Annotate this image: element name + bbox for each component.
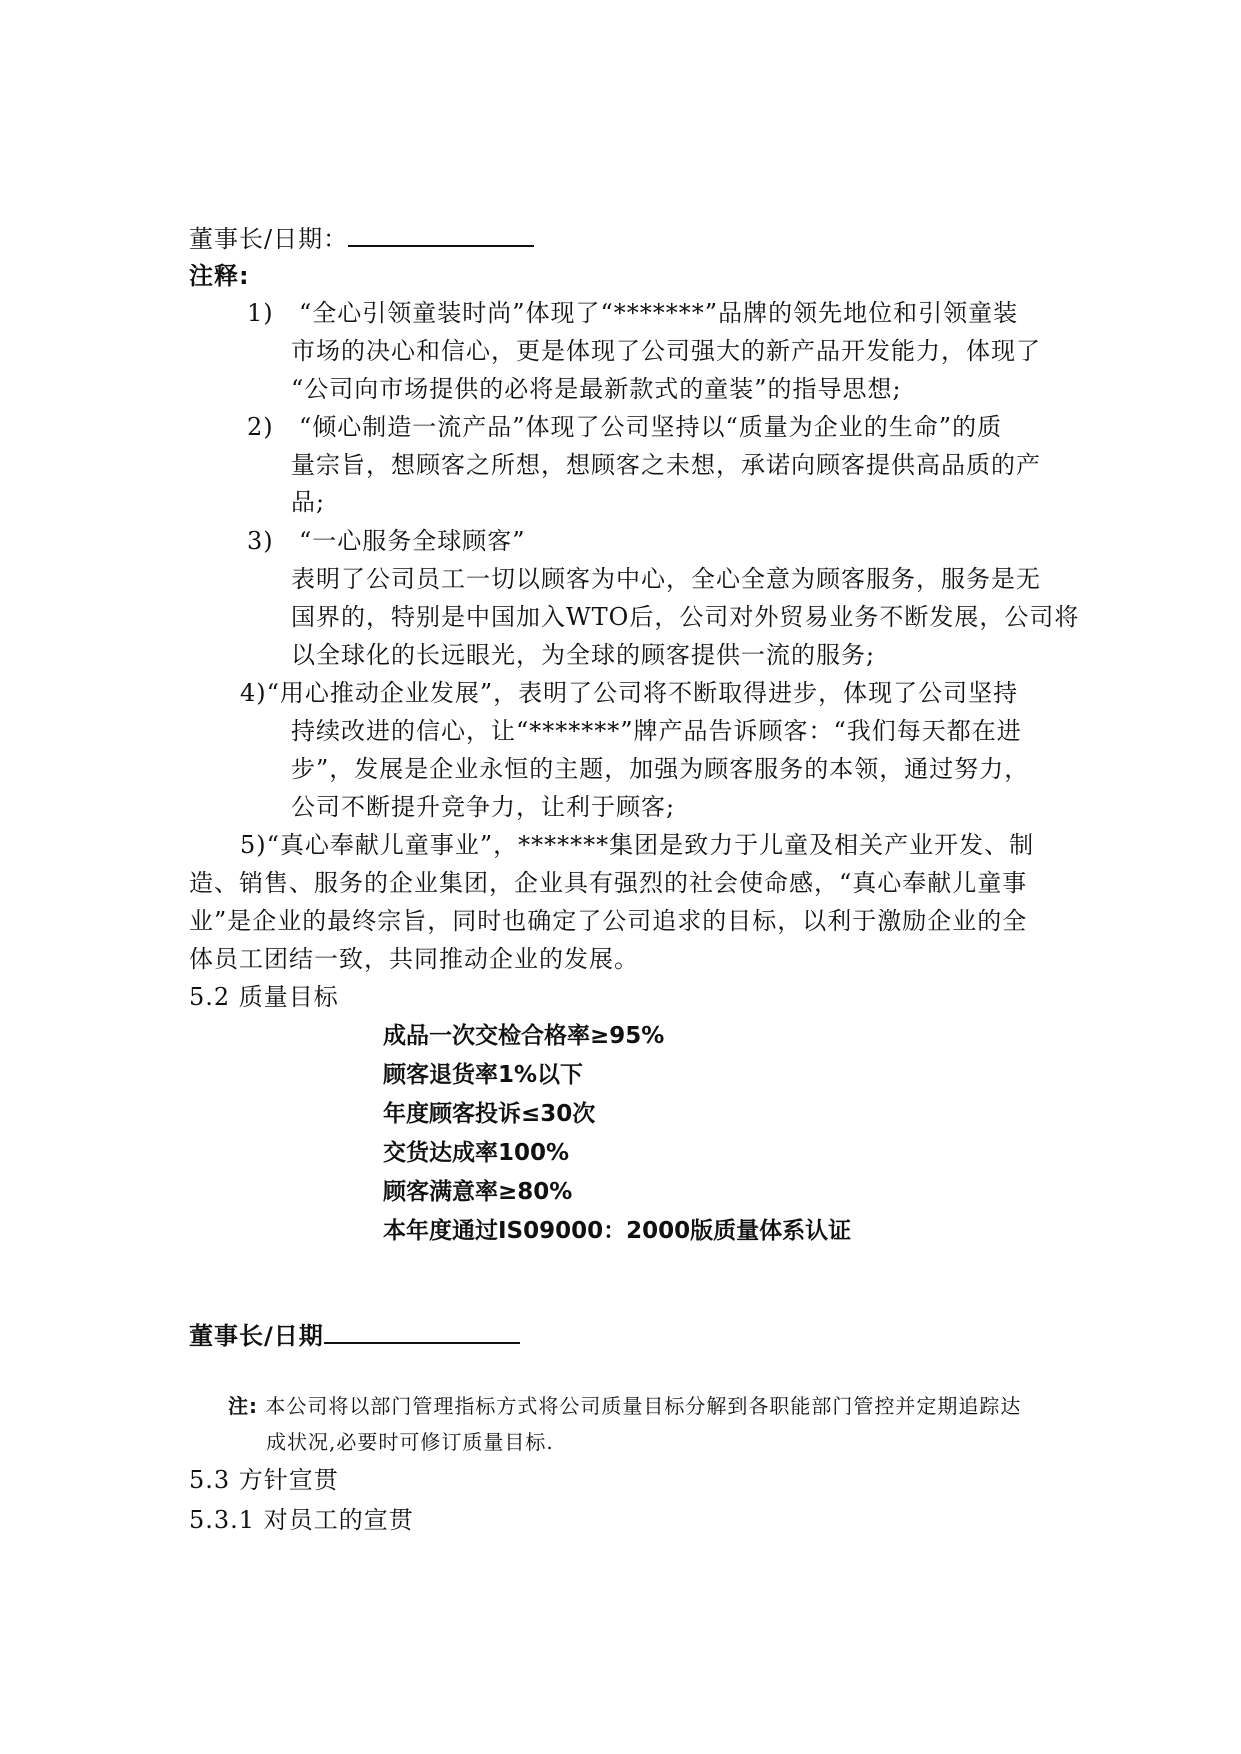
note-1-line-1: “全心引领童装时尚”体现了“*******”品牌的领先地位和引领童装 (299, 299, 1019, 327)
note-5-line-1: 5)“真心奉献儿童事业”，*******集团是致力于儿童及相关产业开发、制 (240, 831, 1035, 859)
note-5-line-2: 造、销售、服务的企业集团，企业具有强烈的社会使命感，“真心奉献儿童事 (189, 869, 1028, 897)
footnote-line-2: 成状况,必要时可修订质量目标. (266, 1430, 554, 1454)
signature-bottom (189, 1318, 520, 1354)
signature-bottom-blank (324, 1318, 520, 1344)
note-4-line-3: 步”，发展是企业永恒的主题，加强为顾客服务的本领，通过努力， (291, 755, 1030, 783)
note-2-line-2: 量宗旨，想顾客之所想，想顾客之未想，承诺向顾客提供高品质的产 (291, 451, 1041, 479)
note-1-line-3: “公司向市场提供的必将是最新款式的童装”的指导思想; (291, 375, 902, 403)
note-4-line-2: 持续改进的信心，让“*******”牌产品告诉顾客：“我们每天都在进 (291, 717, 1022, 745)
quality-goal-5: 顾客满意率≥80% (383, 1179, 573, 1205)
quality-goal-4: 交货达成率100% (383, 1140, 570, 1166)
section-5-2-heading: 5.2 质量目标 (189, 983, 339, 1011)
note-3-number: 3) (247, 527, 274, 555)
note-2-line-1: “倾心制造一流产品”体现了公司坚持以“质量为企业的生命”的质 (299, 413, 1003, 441)
section-5-3-heading: 5.3 方针宣贯 (189, 1466, 339, 1494)
note-2-line-3: 品; (291, 488, 326, 516)
quality-goal-2: 顾客退货率1%以下 (383, 1062, 584, 1088)
signature-top-blank (348, 221, 534, 247)
note-5-line-4: 体员工团结一致，共同推动企业的发展。 (189, 945, 639, 973)
section-5-3-1-heading: 5.3.1 对员工的宣贯 (189, 1506, 414, 1534)
note-3-line-4: 以全球化的长远眼光，为全球的顾客提供一流的服务; (291, 641, 876, 669)
note-5-line-3: 业”是企业的最终宗旨，同时也确定了公司追求的目标，以利于激励企业的全 (189, 907, 1028, 935)
signature-top (189, 221, 534, 257)
note-3-line-2: 表明了公司员工一切以顾客为中心，全心全意为顾客服务，服务是无 (291, 565, 1041, 593)
signature-bottom-label: 董事长/日期 (189, 1322, 324, 1350)
quality-goal-6: 本年度通过IS09000：2000版质量体系认证 (383, 1218, 852, 1244)
note-4-line-1: 4)“用心推动企业发展”，表明了公司将不断取得进步，体现了公司坚持 (240, 679, 1019, 707)
note-4-line-4: 公司不断提升竞争力，让利于顾客; (291, 793, 676, 821)
quality-goal-1: 成品一次交检合格率≥95% (383, 1023, 665, 1049)
footnote-line-1 (228, 1390, 1021, 1422)
note-1-line-2: 市场的决心和信心，更是体现了公司强大的新产品开发能力，体现了 (291, 337, 1041, 365)
quality-goal-3: 年度顾客投诉≤30次 (383, 1101, 596, 1127)
footnote-label: 注: (228, 1394, 258, 1418)
note-3-line-3: 国界的，特别是中国加入WTO后，公司对外贸易业务不断发展，公司将 (291, 603, 1080, 631)
signature-top-label: 董事长/日期： (189, 225, 349, 253)
note-1-number: 1) (247, 299, 274, 327)
note-3-line-1: “一心服务全球顾客” (299, 527, 526, 555)
notes-heading: 注释: (189, 262, 250, 290)
footnote-text-1: 本公司将以部门管理指标方式将公司质量目标分解到各职能部门管控并定期追踪达 (265, 1394, 1022, 1418)
note-2-number: 2) (247, 413, 274, 441)
